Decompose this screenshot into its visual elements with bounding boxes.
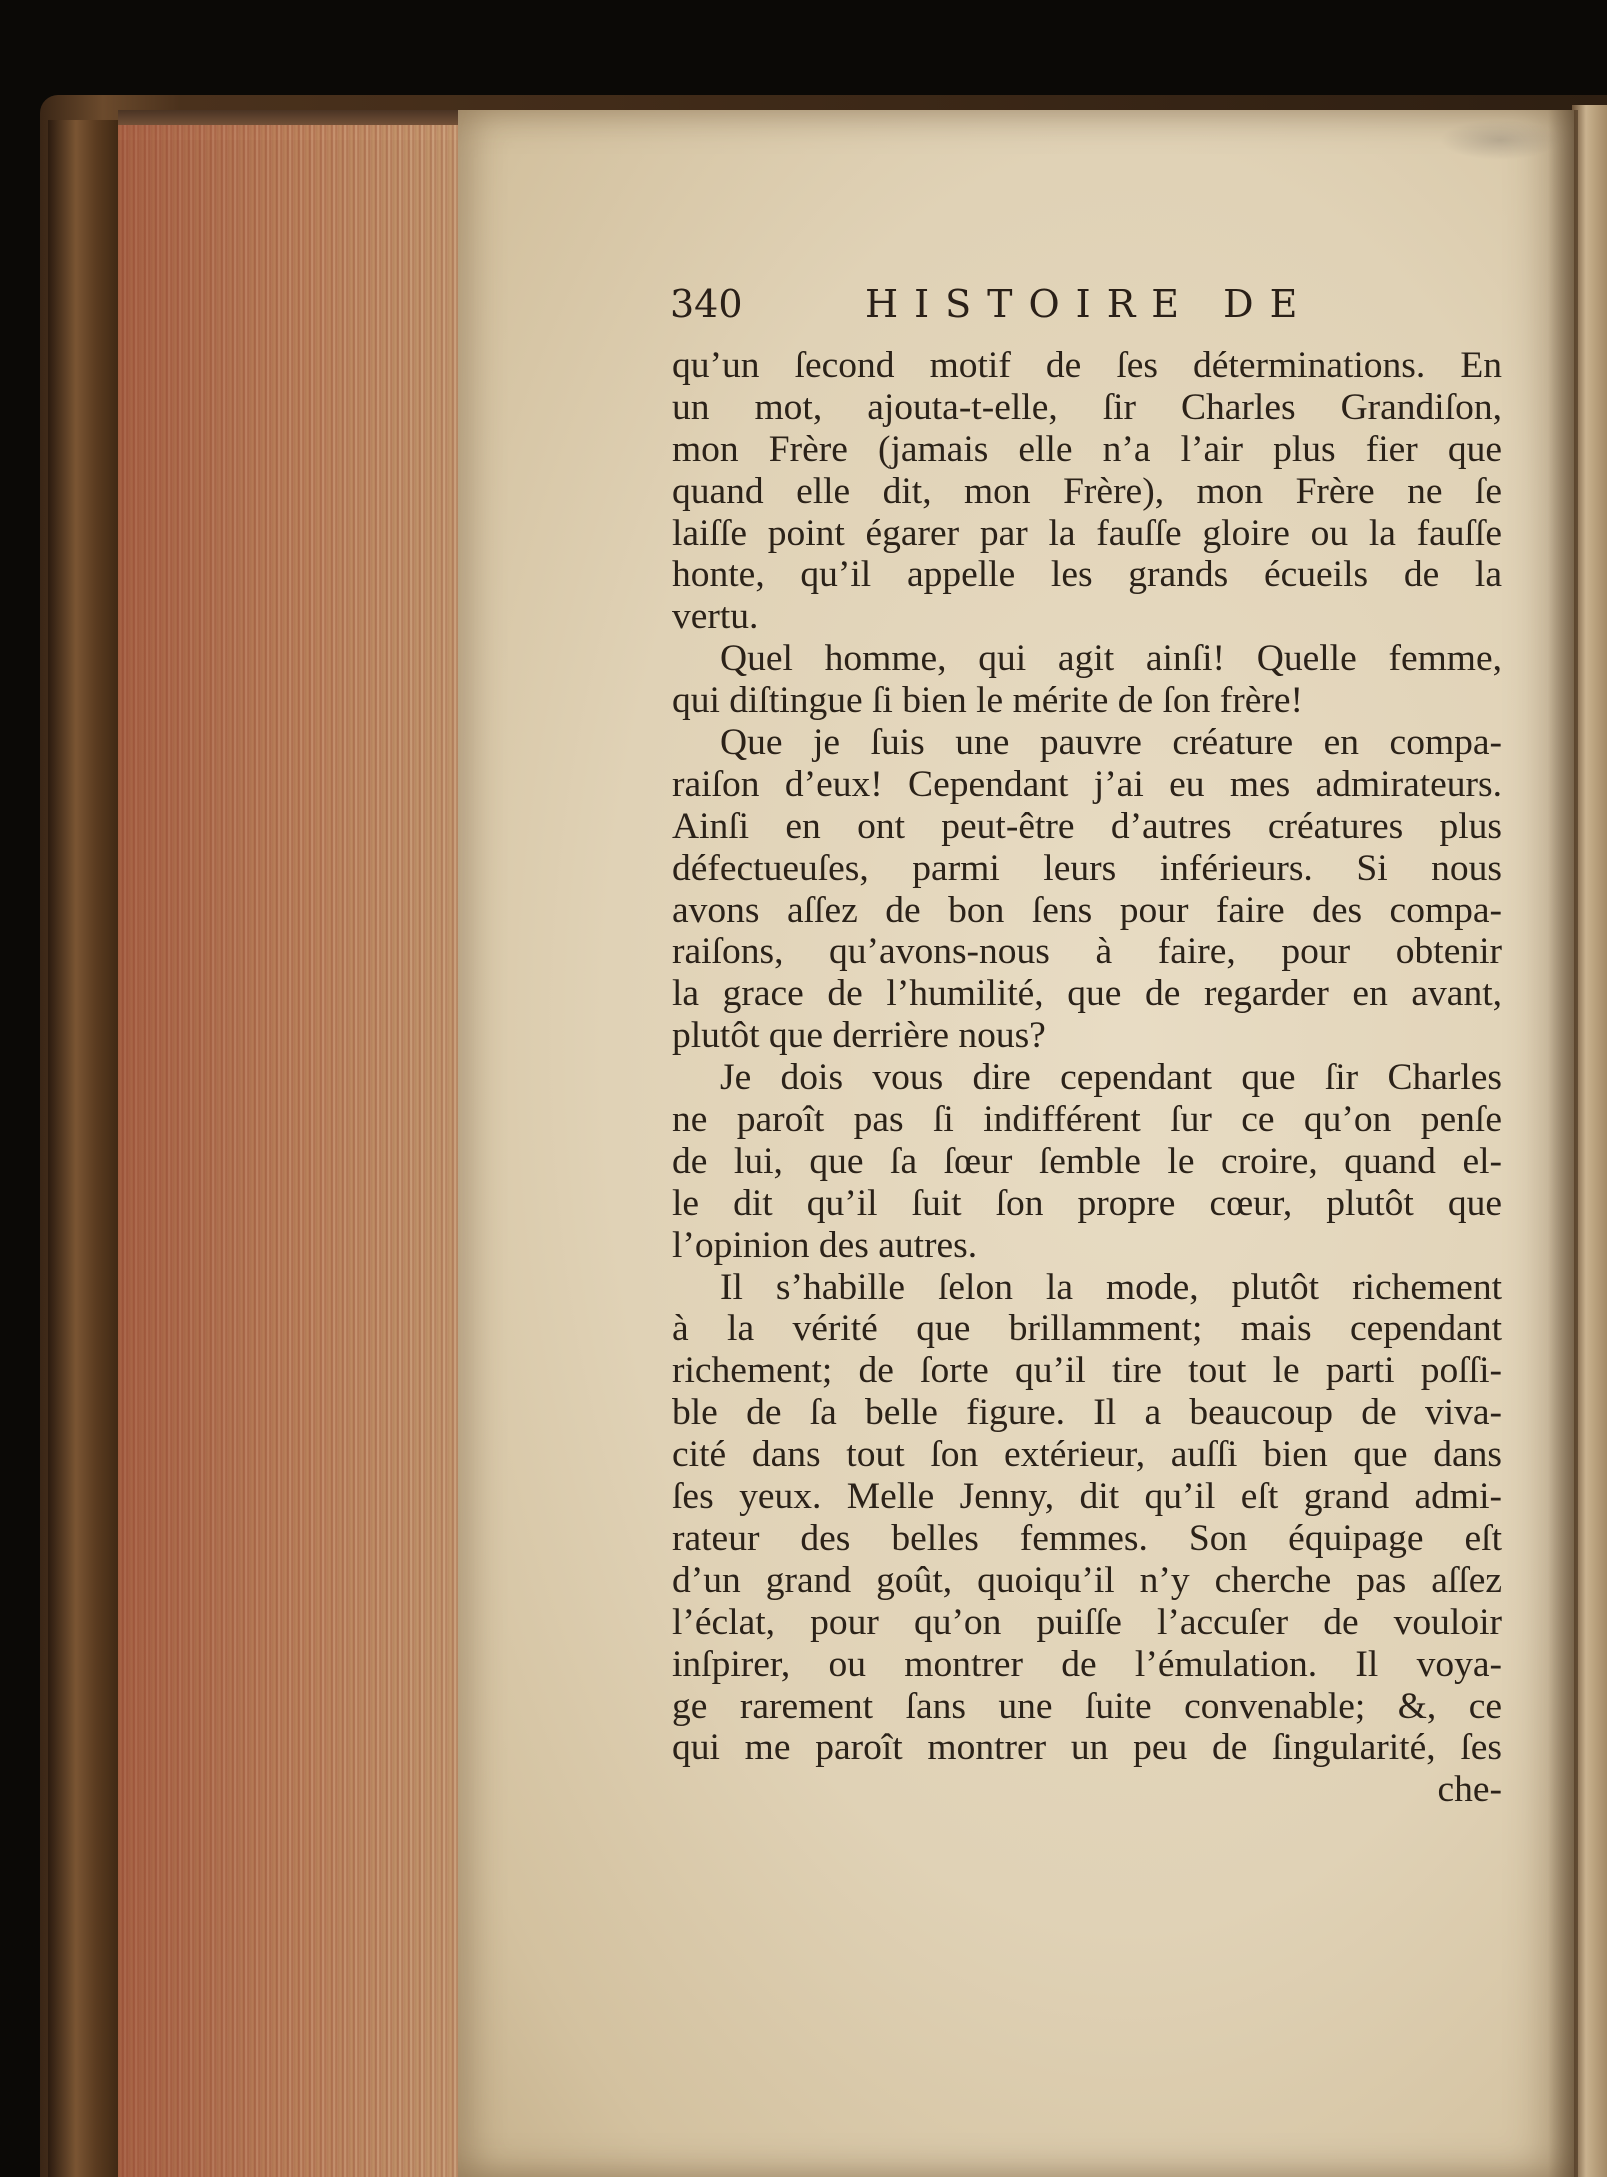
text-line: l’éclat, pour qu’on puiſſe l’accuſer de vouloir xyxy=(672,1601,1502,1643)
text-line: Ainſi en ont peut-être d’autres créatures plus xyxy=(672,805,1502,847)
catchword: che- xyxy=(1437,1769,1502,1811)
text-line: un mot, ajouta-t-elle, ſir Charles Grandiſon, xyxy=(672,386,1502,428)
text-line: qui diſtingue ſi bien le mérite de ſon frère! xyxy=(672,680,1304,722)
running-head-title: HISTOIRE DE xyxy=(865,282,1314,326)
page-gutter xyxy=(1548,110,1578,2177)
text-line: raiſons, qu’avons-nous à faire, pour obtenir xyxy=(672,931,1502,973)
text-line: ſes yeux. Melle Jenny, dit qu’il eſt grand admi- xyxy=(672,1476,1502,1518)
page-edges xyxy=(118,125,463,2177)
text-line: défectueuſes, parmi leurs inférieurs. Si nous xyxy=(672,847,1502,889)
text-line: Il s’habille ſelon la mode, plutôt richement xyxy=(720,1266,1502,1308)
text-line: richement; de ſorte qu’il tire tout le parti poſſi- xyxy=(672,1350,1502,1392)
text-line: Je dois vous dire cependant que ſir Charles xyxy=(720,1057,1502,1099)
text-line: le dit qu’il ſuit ſon propre cœur, plutôt que xyxy=(672,1182,1502,1224)
text-line: avons aſſez de bon ſens pour faire des compa- xyxy=(672,889,1502,931)
text-line: honte, qu’il appelle les grands écueils de la xyxy=(672,554,1502,596)
text-line: de lui, que ſa ſœur ſemble le croire, quand el- xyxy=(672,1140,1502,1182)
text-line: plutôt que derrière nous? xyxy=(672,1015,1046,1057)
text-line: Que je ſuis une pauvre créature en compa- xyxy=(720,722,1502,764)
text-line: ble de ſa belle figure. Il a beaucoup de viva- xyxy=(672,1392,1502,1434)
text-line: vertu. xyxy=(672,596,759,638)
text-line: mon Frère (jamais elle n’a l’air plus fier que xyxy=(672,428,1502,470)
running-head xyxy=(670,282,1570,332)
text-line: ne paroît pas ſi indifférent ſur ce qu’on penſe xyxy=(672,1099,1502,1141)
text-line: à la vérité que brillamment; mais cependant xyxy=(672,1308,1502,1350)
text-line: Quel homme, qui agit ainſi! Quelle femme, xyxy=(720,638,1502,680)
text-line: qu’un ſecond motif de ſes déterminations. En xyxy=(672,345,1502,386)
text-line: inſpirer, ou montrer de l’émulation. Il voya- xyxy=(672,1643,1502,1685)
text-line: laiſſe point égarer par la fauſſe gloire ou la fauſſe xyxy=(672,512,1502,554)
text-line: l’opinion des autres. xyxy=(672,1224,978,1266)
body-text xyxy=(672,345,1502,1811)
text-line: rateur des belles femmes. Son équipage eſt xyxy=(672,1517,1502,1559)
text-line: ge rarement ſans une ſuite convenable; &, ce xyxy=(672,1685,1502,1727)
text-line: quand elle dit, mon Frère), mon Frère ne ſe xyxy=(672,470,1502,512)
page-number: 340 xyxy=(670,282,743,326)
text-line: d’un grand goût, quoiqu’il n’y cherche pas aſſez xyxy=(672,1559,1502,1601)
text-line: qui me paroît montrer un peu de ſingularité, ſes xyxy=(672,1727,1502,1769)
text-line: cité dans tout ſon extérieur, auſſi bien que dans xyxy=(672,1434,1502,1476)
page-stain xyxy=(1440,120,1560,160)
text-line: raiſon d’eux! Cependant j’ai eu mes admirateurs. xyxy=(672,763,1502,805)
cover-edge xyxy=(48,120,128,2177)
text-line: la grace de l’humilité, que de regarder en avant, xyxy=(672,973,1502,1015)
